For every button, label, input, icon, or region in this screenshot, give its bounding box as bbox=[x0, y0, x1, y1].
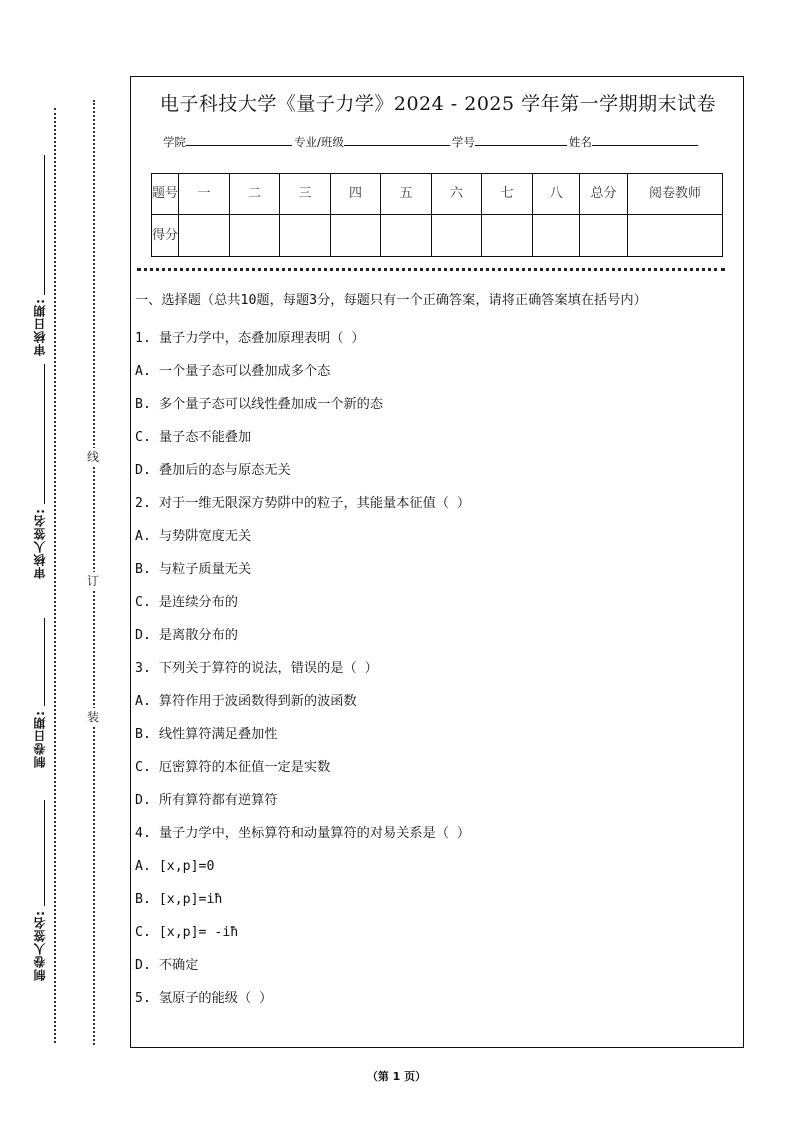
option-line: D. 叠加后的态与原态无关 bbox=[135, 463, 291, 478]
inner-dotted-line bbox=[54, 108, 56, 1043]
major-class-field[interactable] bbox=[344, 133, 450, 146]
col-3: 三 bbox=[280, 174, 331, 215]
score-cell-5[interactable] bbox=[381, 215, 432, 257]
question-stem: 4. 量子力学中，坐标算符和动量算符的对易关系是（ ） bbox=[135, 826, 471, 841]
reviewer-sign-label: 审核人签名: bbox=[33, 508, 47, 579]
score-cell-4[interactable] bbox=[331, 215, 381, 257]
dotted-separator bbox=[137, 268, 725, 271]
option-line: D. 是离散分布的 bbox=[135, 628, 238, 643]
score-cell-8[interactable] bbox=[533, 215, 580, 257]
exam-frame bbox=[130, 76, 744, 1048]
make-date-line bbox=[44, 618, 45, 706]
score-table-header-row bbox=[152, 174, 723, 215]
row-label-score: 得分 bbox=[152, 215, 179, 257]
score-cell-grader[interactable] bbox=[628, 215, 723, 257]
page-number: （第 1 页） bbox=[366, 1070, 427, 1083]
col-2: 二 bbox=[230, 174, 280, 215]
col-5: 五 bbox=[381, 174, 432, 215]
option-line: C. [x,p]= -iħ bbox=[135, 925, 239, 940]
option-line: C. 厄密算符的本征值一定是实数 bbox=[135, 760, 331, 775]
section-heading: 一、选择题（总共10题，每题3分，每题只有一个正确答案，请将正确答案填在括号内） bbox=[135, 293, 647, 308]
college-field[interactable] bbox=[186, 133, 292, 146]
col-8: 八 bbox=[533, 174, 580, 215]
option-line: A. 一个量子态可以叠加成多个态 bbox=[135, 364, 331, 379]
college-label: 学院 bbox=[163, 135, 186, 149]
student-id-field[interactable] bbox=[475, 133, 567, 146]
major-label: 专业/班级 bbox=[294, 135, 344, 149]
student-info-row bbox=[163, 133, 700, 150]
exam-title: 电子科技大学《量子力学》2024 - 2025 学年第一学期期末试卷 bbox=[159, 93, 717, 115]
col-6: 六 bbox=[432, 174, 482, 215]
review-date-label: 审核日期: bbox=[33, 298, 47, 356]
score-cell-1[interactable] bbox=[179, 215, 230, 257]
option-line: C. 量子态不能叠加 bbox=[135, 430, 252, 445]
student-id-label: 学号 bbox=[451, 135, 475, 149]
col-4: 四 bbox=[331, 174, 381, 215]
maker-sign-line bbox=[44, 800, 45, 906]
score-table bbox=[151, 173, 723, 257]
question-content bbox=[135, 289, 731, 1015]
score-cell-7[interactable] bbox=[482, 215, 533, 257]
bind-char-ding: 订 bbox=[87, 574, 100, 588]
col-7: 七 bbox=[482, 174, 533, 215]
option-line: C. 是连续分布的 bbox=[135, 595, 238, 610]
question-stem: 5. 氢原子的能级（ ） bbox=[135, 991, 273, 1006]
make-date-label: 制卷日期: bbox=[33, 710, 47, 768]
bind-char-xian: 线 bbox=[87, 450, 100, 464]
option-line: B. [x,p]=iħ bbox=[135, 892, 223, 907]
option-line: A. 算符作用于波函数得到新的波函数 bbox=[135, 694, 357, 709]
option-line: B. 线性算符满足叠加性 bbox=[135, 727, 278, 742]
name-field[interactable] bbox=[592, 133, 698, 146]
option-line: A. [x,p]=0 bbox=[135, 859, 215, 874]
col-total: 总分 bbox=[580, 174, 628, 215]
review-date-line bbox=[44, 155, 45, 295]
maker-sign-label: 制卷人签名: bbox=[33, 910, 47, 981]
col-1: 一 bbox=[179, 174, 230, 215]
option-line: B. 与粒子质量无关 bbox=[135, 562, 252, 577]
question-stem: 3. 下列关于算符的说法，错误的是（ ） bbox=[135, 661, 378, 676]
row-label-question-number: 题号 bbox=[152, 174, 179, 215]
score-cell-3[interactable] bbox=[280, 215, 331, 257]
score-cell-total[interactable] bbox=[580, 215, 628, 257]
name-label: 姓名 bbox=[568, 135, 592, 149]
option-line: B. 多个量子态可以线性叠加成一个新的态 bbox=[135, 397, 384, 412]
question-stem: 1. 量子力学中，态叠加原理表明（ ） bbox=[135, 331, 365, 346]
score-cell-6[interactable] bbox=[432, 215, 482, 257]
bind-char-zhuang: 装 bbox=[87, 710, 100, 724]
score-table-score-row bbox=[152, 215, 723, 257]
option-line: D. 所有算符都有逆算符 bbox=[135, 793, 278, 808]
question-stem: 2. 对于一维无限深方势阱中的粒子，其能量本征值（ ） bbox=[135, 496, 471, 511]
reviewer-sign-line bbox=[44, 364, 45, 504]
score-cell-2[interactable] bbox=[230, 215, 280, 257]
option-line: A. 与势阱宽度无关 bbox=[135, 529, 252, 544]
col-grader: 阅卷教师 bbox=[628, 174, 723, 215]
option-line: D. 不确定 bbox=[135, 958, 199, 973]
